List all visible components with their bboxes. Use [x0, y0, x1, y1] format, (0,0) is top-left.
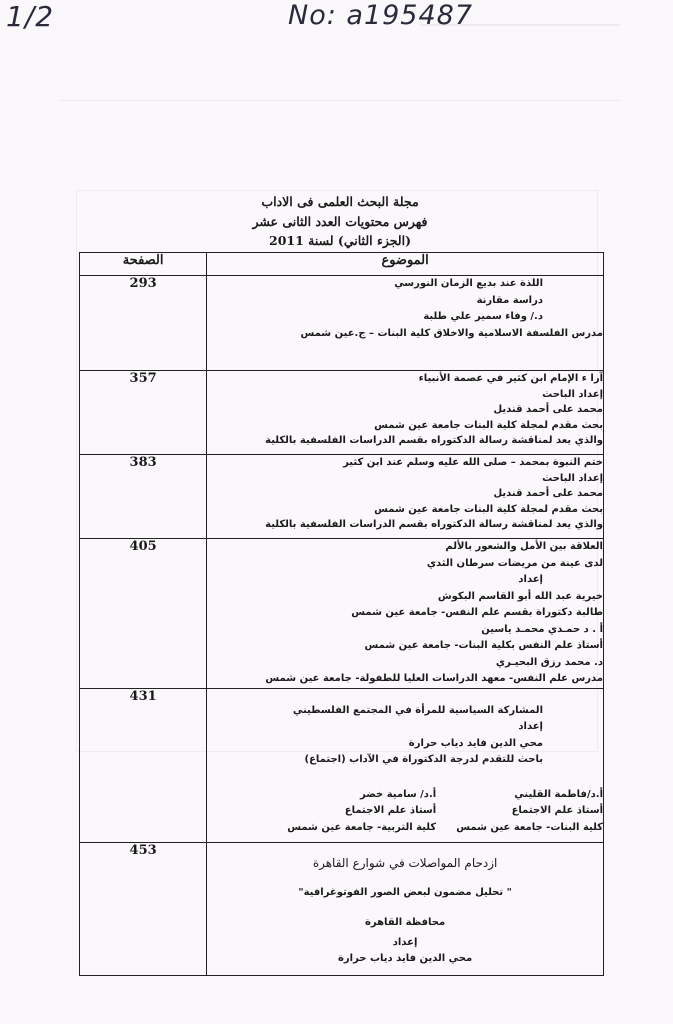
supervisor-name: أ.د/ سامية خضر	[359, 788, 437, 800]
handwritten-page-number: 1/2	[6, 0, 55, 33]
prepared-by-label: إعداد الباحث	[542, 472, 603, 484]
article-title: ازدحام المواصلات في شوارع القاهرة	[312, 855, 498, 870]
supervisors	[207, 787, 603, 837]
author-affiliation: والذي يعد لمناقشة رسالة الدكتوراه بقسم الدراسات الفلسفية بالكلية	[265, 519, 603, 530]
supervisor-affiliation: كلية البنات- جامعة عين شمس	[456, 821, 603, 833]
table-row	[80, 371, 604, 455]
supervisor-name: أ.د/فاطمة القليني	[514, 788, 603, 800]
journal-title: مجلة البحث العلمى فى الاداب	[261, 194, 419, 209]
article-subtitle: " تحليل مضمون لبعض الصور الفوتوغرافية"	[298, 886, 512, 898]
supervisor-name: أ . د حمـدي محمـد ياسين	[481, 623, 603, 635]
prepared-by-label: إعداد	[518, 574, 543, 585]
page-column-header: الصفحة	[80, 253, 207, 276]
prepared-by-label: إعداد الباحث	[542, 388, 603, 400]
article-entry	[207, 539, 604, 689]
article-author: د./ وفاء سمير علي طلبة	[423, 311, 543, 322]
supervisor-title: مدرس علم النفس- معهد الدراسات العليا للطفولة- جامعة عين شمس	[265, 673, 603, 684]
article-title: اللذة عند بديع الزمان النورسي	[394, 278, 543, 289]
article-entry	[207, 276, 604, 371]
supervisor-affiliation: كلية التربية- جامعة عين شمس	[287, 821, 437, 833]
article-subtitle: دراسة مقارنة	[476, 294, 543, 306]
author-affiliation: بحث مقدم لمجلة كلية البنات جامعة عين شمس	[374, 503, 603, 515]
supervisor-name: د. محمد رزق البحيـري	[495, 656, 603, 668]
supervisor-title: أستاذ علم النفس بكلية البنات- جامعة عين شمس	[364, 640, 603, 651]
part-year-line: (الجزء الثاني) لسنة 2011	[269, 233, 411, 248]
article-author: محمد على أحمد قنديل	[493, 488, 603, 499]
prepared-by-label: إعداد	[392, 936, 418, 948]
page-number-cell: 453	[80, 842, 207, 975]
author-affiliation: طالبة دكتوراة بقسم علم النفس- جامعة عين شمس	[351, 607, 603, 618]
issue-title: فهرس محتويات العدد الثانى عشر	[252, 214, 428, 229]
page-number-cell: 357	[80, 371, 207, 455]
supervisor-title: أستاذ علم الاجتماع	[511, 805, 603, 816]
article-location: محافظة القاهرة	[365, 916, 446, 928]
table-row	[80, 539, 604, 689]
article-title: آرا ء الإمام ابن كثير في عصمة الأنبياء	[418, 373, 603, 384]
page-number-cell: 405	[80, 539, 207, 689]
page-number-cell: 431	[80, 688, 207, 842]
article-title: العلاقة بين الأمل والشعور بالألم	[445, 541, 603, 552]
subject-column-header: الموضوع	[207, 253, 604, 276]
page-number-cell: 293	[80, 276, 207, 371]
article-author: محي الدين فايد دياب حرارة	[408, 737, 543, 749]
author-affiliation: مدرس الفلسفة الاسلامية والاخلاق كلية البنات – ج.عين شمس	[300, 327, 603, 339]
article-author: محمد على أحمد قنديل	[493, 404, 603, 415]
article-title: ختم النبوة بمحمد – صلى الله عليه وسلم عند ابن كثير	[343, 457, 603, 468]
article-author: خيرية عبد الله أبو القاسم البكوش	[437, 590, 603, 602]
article-entry	[207, 688, 604, 842]
article-entry	[207, 455, 604, 539]
table-row	[80, 688, 604, 842]
article-title: المشاركة السياسية للمرأة في المجتمع الفلسطيني	[292, 704, 543, 716]
supervisor-block	[456, 787, 603, 837]
bleed-through-ghost	[60, 80, 620, 101]
page-number-cell: 383	[80, 455, 207, 539]
article-subtitle: لدى عينة من مريضات سرطان الثدي	[426, 557, 603, 569]
table-row	[80, 842, 604, 975]
author-affiliation: بحث مقدم لمجلة كلية البنات جامعة عين شمس	[374, 419, 603, 431]
table-header-row	[80, 253, 604, 276]
table-row	[80, 276, 604, 371]
author-affiliation: والذي يعد لمناقشة رسالة الدكتوراه بقسم الدراسات الفلسفية بالكلية	[265, 435, 603, 446]
author-affiliation: باحث للتقدم لدرجة الدكتوراة في الآداب (اجتماع)	[304, 754, 543, 765]
article-author: محي الدين فايد دياب حرارة	[338, 952, 473, 964]
article-entry	[207, 371, 604, 455]
supervisor-block	[207, 787, 436, 837]
prepared-by-label: إعداد	[518, 721, 543, 732]
article-entry	[207, 842, 604, 975]
supervisor-title: أستاذ علم الاجتماع	[344, 805, 437, 816]
contents-table	[79, 252, 604, 976]
handwritten-registration-number: No: a195487	[288, 0, 474, 31]
table-row	[80, 455, 604, 539]
